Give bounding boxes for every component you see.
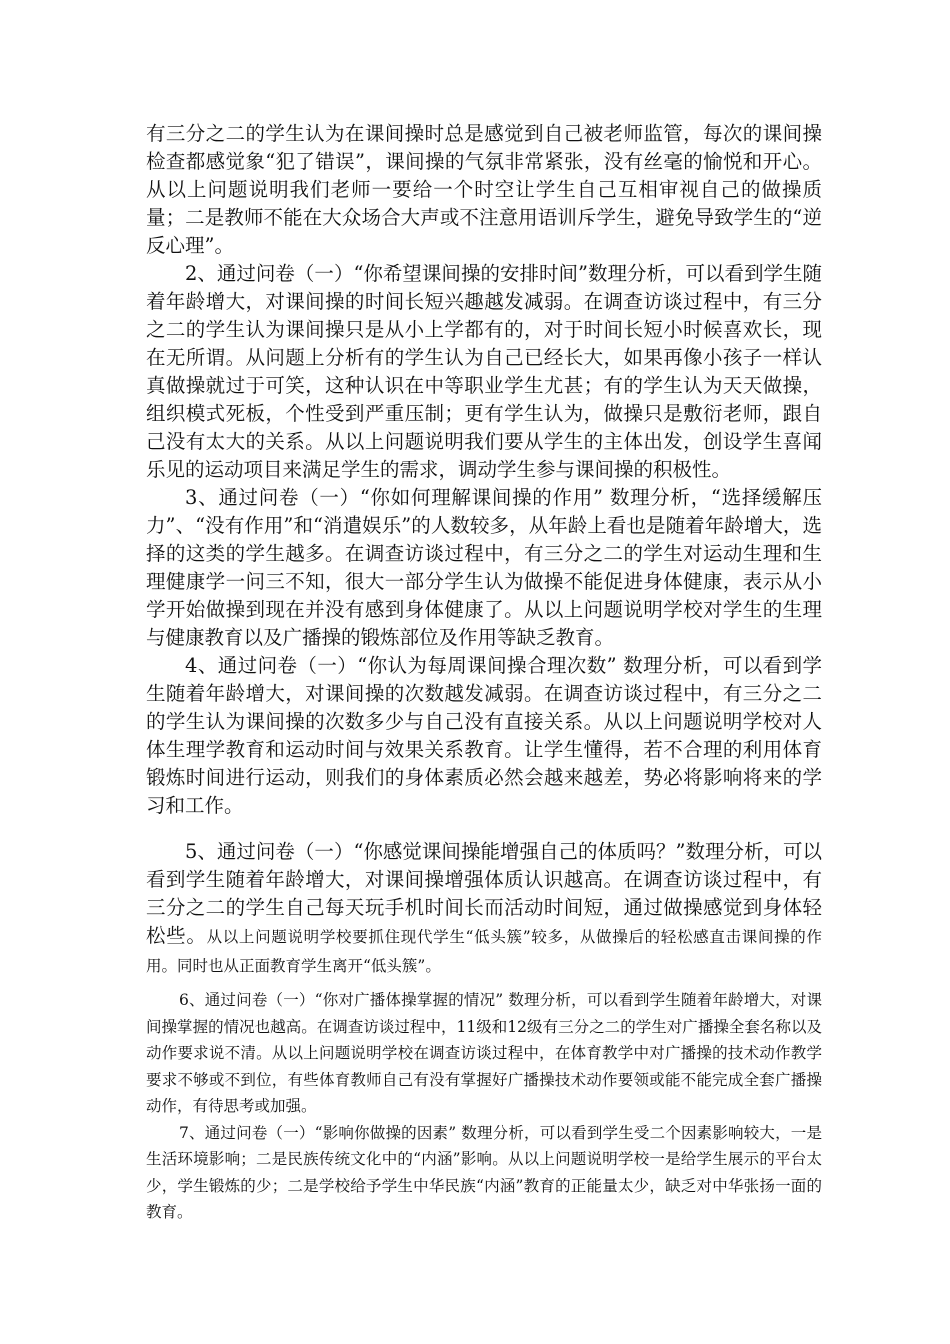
paragraph-item-4: 4、通过问卷（一）“你认为每周课间操合理次数” 数理分析，可以看到学生随着年龄增大，对课间操的次数越发减弱。在调查访谈过程中，有三分之二的学生认为课间操的次数多少与自己没有直接关系。从以上问题说明学校对人体生理学教育和运动时间与效果关系教育。让学生懂得，若不合理的利用体育锻炼时间进行运动，则我们的身体素质必然会越来越差，势必将影响将来的学习和工作。 xyxy=(146,654,822,817)
paragraph-item-5 xyxy=(146,838,822,979)
paragraph-item-2: 2、通过问卷（一）“你希望课间操的安排时间”数理分析，可以看到学生随着年龄增大，对课间操的时间长短兴趣越发减弱。在调查访谈过程中，有三分之二的学生认为课间操只是从小上学都有的，对于时间长短小时候喜欢长，现在无所谓。从问题上分析有的学生认为自己已经长大，如果再像小孩子一样认真做操就过于可笑，这种认识在中等职业学生尤甚；有的学生认为天天做操，组织模式死板，个性受到严重压制；更有学生认为，做操只是敷衍老师，跟自己没有太大的关系。从以上问题说明我们要从学生的主体出发，创设学生喜闻乐见的运动项目来满足学生的需求，调动学生参与课间操的积极性。 xyxy=(146,262,822,481)
paragraph-item-6: 6、通过问卷（一）“你对广播体操掌握的情况” 数理分析，可以看到学生随着年龄增大，对课间操掌握的情况也越高。在调查访谈过程中，11级和12级有三分之二的学生对广播操全套名称以及动作要求说不清。从以上问题说明学校在调查访谈过程中，在体育教学中对广播操的技术动作教学要求不够或不到位，有些体育教师自己有没有掌握好广播操技术动作要领或能不能完成全套广播操动作，有待思考或加强。 xyxy=(146,991,822,1115)
paragraph-item-7: 7、通过问卷（一）“影响你做操的因素” 数理分析，可以看到学生受二个因素影响较大，一是生活环境影响；二是民族传统文化中的“内涵”影响。从以上问题说明学校一是给学生展示的平台太少，学生锻炼的少；二是学校给予学生中华民族“内涵”教育的正能量太少，缺乏对中华张扬一面的教育。 xyxy=(146,1123,822,1221)
paragraph-spacer xyxy=(146,820,822,838)
paragraph-item-3: 3、通过问卷（一）“你如何理解课间操的作用” 数理分析，“选择缓解压力”、“没有作用”和“消遣娱乐”的人数较多，从年龄上看也是随着年龄增大，选择的这类的学生越多。在调查访谈过程中，有三分之二的学生对运动生理和生理健康学一问三不知，很大一部分学生认为做操不能促进身体健康，表示从小学开始做操到现在并没有感到身体健康了。从以上问题说明学校对学生的生理与健康教育以及广播操的锻炼部位及作用等缺乏教育。 xyxy=(146,486,822,649)
paragraph-spacer-small xyxy=(146,979,822,987)
document-page xyxy=(146,120,822,1226)
paragraph-item-5-conclusion: 从以上问题说明学校要抓住现代学生“低头簇”较多，从做操后的轻松感直击课间操的作用。同时也从正面教育学生离开“低头簇”。 xyxy=(146,928,822,975)
paragraph-intro-continued: 有三分之二的学生认为在课间操时总是感觉到自己被老师监管，每次的课间操检查都感觉象“犯了错误”，课间操的气氛非常紧张，没有丝毫的愉悦和开心。从以上问题说明我们老师一要给一个时空让学生自己互相审视自己的做操质量；二是教师不能在大众场合大声或不注意用语训斥学生，避免导致学生的“逆反心理”。 xyxy=(146,122,822,257)
paragraph-item-5-text: 5、通过问卷（一）“你感觉课间操能增强自己的体质吗？”数理分析，可以看到学生随着年龄增大，对课间操增强体质认识越高。在调查访谈过程中，有三分之二的学生自己每天玩手机时间长而活动时间短，通过做操感觉到身体轻松些。 xyxy=(146,840,822,947)
